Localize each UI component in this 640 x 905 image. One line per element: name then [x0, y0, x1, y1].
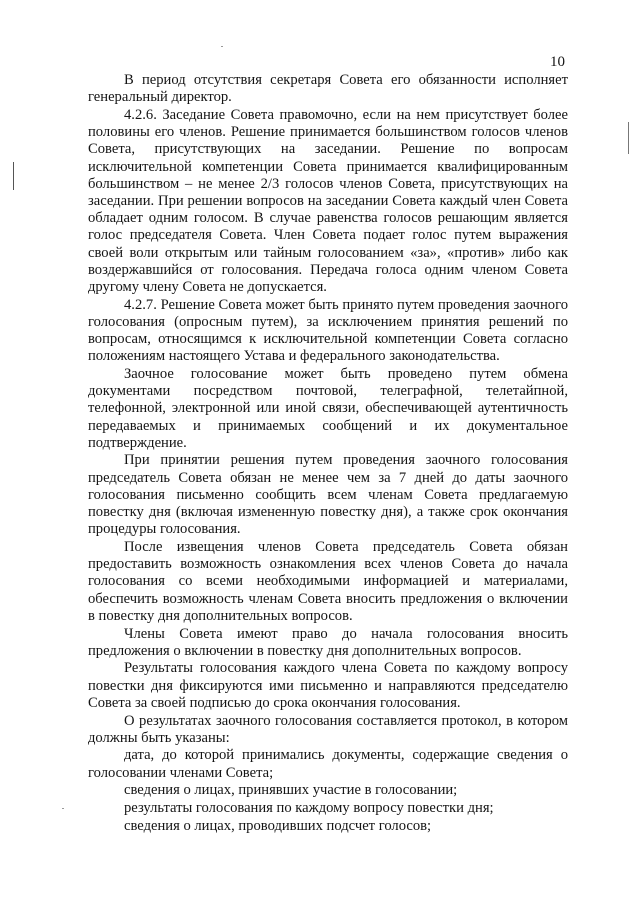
paragraph: Заочное голосование может быть проведено путем обмена документами посредством почтовой, телеграфной, телетайпной, телефонной, электронной или иной связи, обеспечивающей аутентичность передаваемых и принимаемых сообщений и их документальное подтверждение.: [88, 365, 568, 451]
margin-mark-right: [628, 122, 629, 154]
paragraph: Члены Совета имеют право до начала голосования вносить предложения о включении в повестку дня дополнительных вопросов.: [88, 625, 568, 659]
paragraph: Результаты голосования каждого члена Совета по каждому вопросу повестки дня фиксируются ими письменно и направляются председателю Совета за своей подписью до срока окончания голосования.: [88, 660, 568, 711]
scan-speck: [221, 46, 223, 47]
list-item: результаты голосования по каждому вопросу повестки дня;: [124, 800, 494, 817]
paragraph-4-2-7: 4.2.7. Решение Совета может быть принято путем проведения заочного голосования (опросным путем), за исключением принятия решений по вопросам, относящимся к исключительной компетенции Совета согласно положениям настоящего Устава и федерального законодательства.: [88, 296, 568, 365]
list-item: сведения о лицах, принявших участие в голосовании;: [124, 782, 458, 799]
list-item: дата, до которой принимались документы, содержащие сведения о голосовании членами Совета;: [88, 747, 568, 781]
paragraph: После извещения членов Совета председатель Совета обязан предоставить возможность ознакомления всех членов Совета до начала голосования со всеми необходимыми информацией и материалами, обеспечить возможность членам Совета вносить предложения о включении в повестку дня дополнительных вопросов.: [88, 538, 568, 624]
paragraph: О результатах заочного голосования составляется протокол, в котором должны быть указаны:: [88, 712, 568, 746]
margin-mark-left: [13, 162, 14, 190]
list-item: сведения о лицах, проводивших подсчет голосов;: [124, 817, 432, 834]
paragraph-4-2-6: 4.2.6. Заседание Совета правомочно, если на нем присутствует более половины его членов. Решение принимается большинством голосов членов Совета, присутствующих на заседании. Решение по вопросам исключительной компетенции Совета принимается квалифицированным большинством – не менее 2/3 голосов членов Совета, присутствующих на заседании. При решении вопросов на заседании Совета каждый член Совета обладает одним голосом. В случае равенства голосов решающим является голос председателя Совета. Член Совета подает голос путем выражения своей воли открытым или тайным голосованием «за», «против» либо как воздержавшийся от голосования. Передача голоса одним членом Совета другому члену Совета не допускается.: [88, 106, 568, 295]
document-body: [88, 72, 568, 835]
paragraph: В период отсутствия секретаря Совета его обязанности исполняет генеральный директор.: [88, 72, 568, 106]
scan-speck: [62, 808, 64, 809]
page-number: 10: [550, 54, 565, 70]
paragraph: При принятии решения путем проведения заочного голосования председатель Совета обязан не менее чем за 7 дней до даты заочного голосования письменно сообщить всем членам Совета предлагаемую повестку дня (включая измененную повестку дня), а также срок окончания процедуры голосования.: [88, 452, 568, 538]
